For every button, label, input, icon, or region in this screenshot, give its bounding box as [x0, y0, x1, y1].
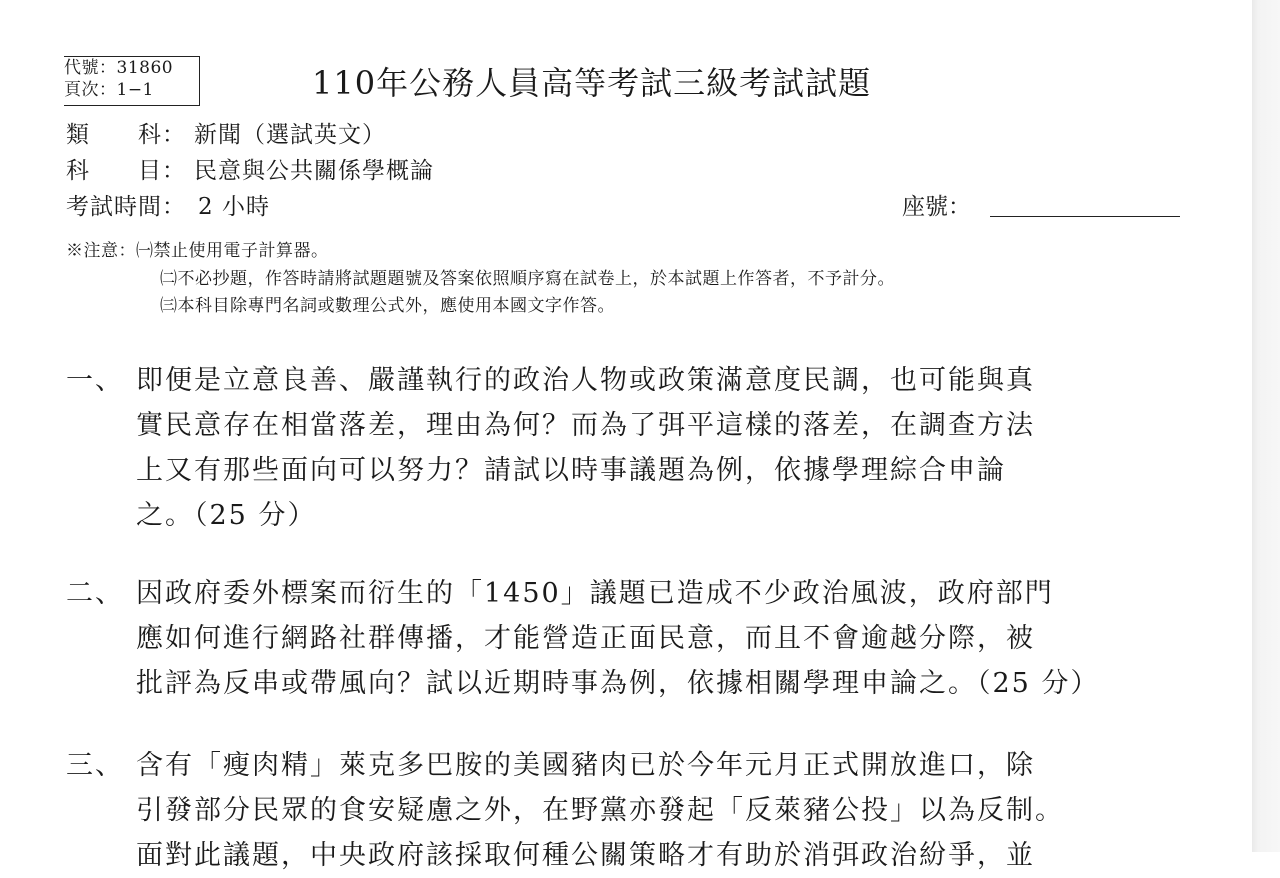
exam-code: 代號：31860 — [64, 58, 174, 78]
subject-row — [66, 152, 434, 185]
notice-2: ㈡不必抄題，作答時請將試題題號及答案依照順序寫在試卷上，於本試題上作答者，不予計分。 — [160, 269, 895, 289]
question-number: 二、 — [66, 578, 124, 609]
subject-value: 民意與公共關係學概論 — [194, 158, 434, 184]
question-1 — [66, 358, 1186, 538]
question-line: 含有「瘦肉精」萊克多巴胺的美國豬肉已於今年元月正式開放進口，除 — [136, 750, 1035, 781]
question-line: 之。（25 分） — [136, 500, 317, 531]
question-line: 因政府委外標案而衍生的「1450」議題已造成不少政治風波，政府部門 — [136, 578, 1054, 609]
time-value: 2 小時 — [198, 194, 270, 220]
page-number: 頁次：1−1 — [64, 80, 154, 100]
code-box — [64, 56, 200, 106]
time-row — [66, 188, 270, 221]
question-number: 三、 — [66, 750, 124, 781]
question-line: 即便是立意良善、嚴謹執行的政治人物或政策滿意度民調，也可能與真 — [136, 365, 1035, 396]
category-label: 類 科： — [66, 122, 186, 148]
question-line: 引發部分民眾的食安疑慮之外，在野黨亦發起「反萊豬公投」以為反制。 — [136, 795, 1064, 826]
seat-label: 座號： — [902, 194, 971, 220]
question-3 — [66, 743, 1186, 878]
subject-label: 科 目： — [66, 158, 186, 184]
notice-1: ※注意：㈠禁止使用電子計算器。 — [66, 241, 329, 261]
seat-number-line — [990, 216, 1180, 217]
question-line: 應如何進行網路社群傳播，才能營造正面民意，而且不會逾越分際，被 — [136, 623, 1035, 654]
category-value: 新聞（選試英文） — [194, 122, 386, 148]
time-label: 考試時間： — [66, 194, 186, 220]
question-line: 實民意存在相當落差，理由為何？而為了弭平這樣的落差，在調查方法 — [136, 410, 1035, 441]
category-row — [66, 116, 386, 149]
question-number: 一、 — [66, 365, 124, 396]
viewer-gutter — [1252, 0, 1280, 852]
exam-title: 110年公務人員高等考試三級考試試題 — [312, 64, 872, 102]
notice-3: ㈢本科目除專門名詞或數理公式外，應使用本國文字作答。 — [160, 296, 615, 316]
question-line: 面對此議題，中央政府該採取何種公關策略才有助於消弭政治紛爭，並 — [136, 840, 1035, 871]
question-line: 批評為反串或帶風向？試以近期時事為例，依據相關學理申論之。（25 分） — [136, 668, 1100, 699]
question-line: 上又有那些面向可以努力？請試以時事議題為例，依據學理綜合申論 — [136, 455, 1006, 486]
question-2 — [66, 571, 1186, 706]
